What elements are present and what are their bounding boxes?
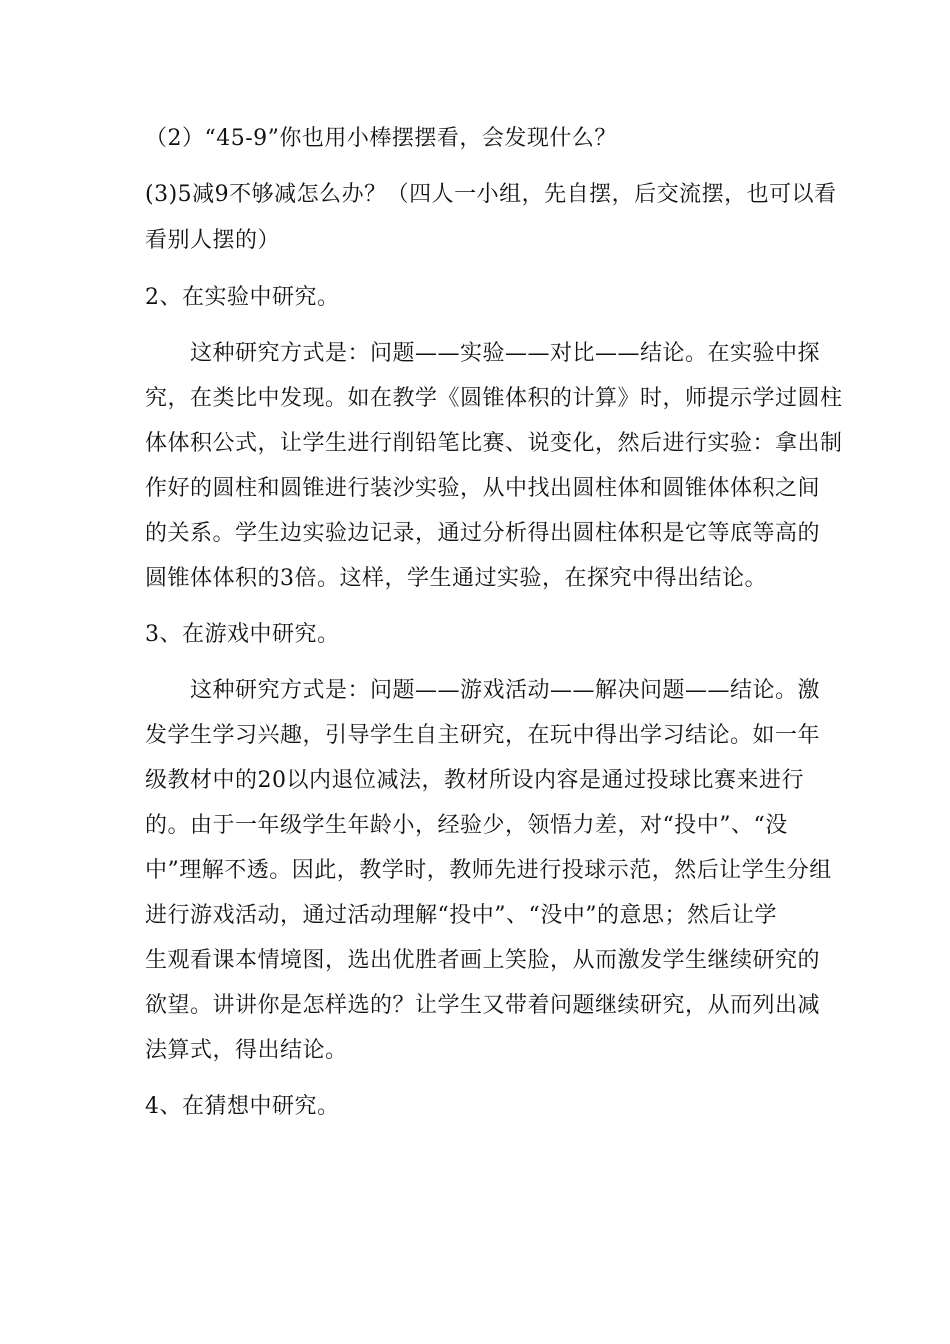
paragraph-line: 生观看课本情境图，选出优胜者画上笑脸，从而激发学生继续研究的 xyxy=(145,948,821,973)
question-3-line-2: 看别人摆的） xyxy=(145,228,281,253)
paragraph-line: 体体积公式，让学生进行削铅笔比赛、说变化，然后进行实验：拿出制 xyxy=(145,431,843,456)
paragraph-line: 的关系。学生边实验边记录，通过分析得出圆柱体积是它等底等高的 xyxy=(145,521,821,546)
paragraph-line: 这种研究方式是：问题——游戏活动——解决问题——结论。激 xyxy=(190,678,821,703)
paragraph-line: 中”理解不透。因此，教学时，教师先进行投球示范，然后让学生分组 xyxy=(145,858,832,883)
section-heading-3: 3、在游戏中研究。 xyxy=(145,622,340,647)
paragraph-line: 究，在类比中发现。如在教学《圆锥体积的计算》时，师提示学过圆柱 xyxy=(145,386,843,411)
paragraph-line: 圆锥体体积的3倍。这样，学生通过实验，在探究中得出结论。 xyxy=(145,566,767,591)
paragraph-line: 发学生学习兴趣，引导学生自主研究，在玩中得出学习结论。如一年 xyxy=(145,723,821,748)
paragraph-line: 的。由于一年级学生年龄小，经验少，领悟力差，对“投中”、“没 xyxy=(145,813,788,838)
question-2-line: （2）“45-9”你也用小棒摆摆看，会发现什么？ xyxy=(145,126,617,151)
paragraph-line: 级教材中的20以内退位减法，教材所设内容是通过投球比赛来进行 xyxy=(145,768,804,793)
paragraph-line: 作好的圆柱和圆锥进行装沙实验，从中找出圆柱体和圆锥体体积之间 xyxy=(145,476,821,501)
paragraph-line: 进行游戏活动，通过活动理解“投中”、“没中”的意思；然后让学 xyxy=(145,903,777,928)
section-heading-4: 4、在猜想中研究。 xyxy=(145,1094,340,1119)
section-heading-2: 2、在实验中研究。 xyxy=(145,285,340,310)
paragraph-line: 欲望。讲讲你是怎样选的？让学生又带着问题继续研究，从而列出减 xyxy=(145,993,821,1018)
paragraph-line: 法算式，得出结论。 xyxy=(145,1038,348,1063)
paragraph-line: 这种研究方式是：问题——实验——对比——结论。在实验中探 xyxy=(190,341,821,366)
question-3-line-1: (3)5减9不够减怎么办？（四人一小组，先自摆，后交流摆，也可以看 xyxy=(145,182,837,207)
